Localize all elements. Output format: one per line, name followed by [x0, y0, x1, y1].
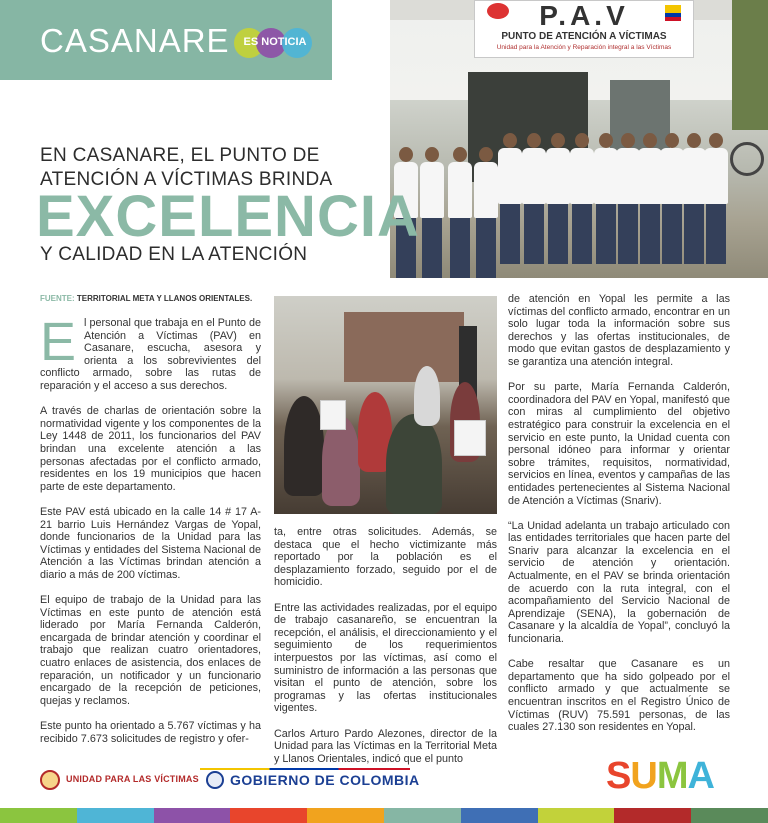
footer-color-stripe: [0, 808, 768, 823]
photo-people-group: [390, 108, 768, 278]
article-source: [40, 294, 252, 303]
article-column-3: [508, 293, 730, 746]
badge-label: ES NOTICIA: [243, 36, 307, 48]
article-paragraph: “La Unidad adelanta un trabajo articulado con las entidades territoriales que hacen parte del Snariv para alcanzar la excelencia en el servicio de atención y orientación. Actualmente, en el PAV se brinda orientación de acuerdo con la ruta integral, con el acompañamiento del Servicio Nacional de Aprendizaje (SENA), la gobernación de Casanare y la alcaldía de Yopal”, concluyó la funcionaria.: [508, 519, 730, 646]
article-paragraph: Este punto ha orientado a 5.767 víctimas y ha recibido 7.673 solicitudes de registro y ofer-: [40, 720, 261, 745]
photo-leaflet: [320, 400, 346, 430]
colombia-flag-icon: [665, 5, 681, 21]
photo-person: [474, 147, 498, 278]
region-title: CASANARE: [40, 22, 230, 59]
photo-person: [414, 366, 440, 426]
suma-letter: A: [687, 755, 714, 797]
article-paragraph: Por su parte, María Fernanda Calderón, coordinadora del PAV en Yopal, manifestó que con miras al cumplimiento del objetivo estratégico para construir la excelencia en el servicio en este punto, la Unidad cuenta con personal idóneo para informar y orientar sobre trámites, requisitos, normatividad, servicios en línea, eventos y campañas de las entidades pertenecientes al Sistema Nacional de Atención a Víctimas (Snariv).: [508, 381, 730, 507]
colombia-seal-icon: [206, 771, 224, 789]
photo-person: [704, 133, 728, 264]
article-column-1: [40, 312, 261, 758]
photo-leaflet: [454, 420, 486, 456]
photo-person: [522, 133, 546, 264]
photo-brick-wall: [344, 312, 464, 382]
stripe-segment: [77, 808, 154, 823]
gobierno-colombia-logo: [200, 768, 420, 792]
gobierno-colombia-logo-text: GOBIERNO DE COLOMBIA: [230, 772, 420, 788]
photo-person: [638, 133, 662, 264]
article-paragraph: Entre las actividades realizadas, por el equipo de trabajo casanareño, se encuentran la recepción, el análisis, el direccionamiento y el seguimiento de los requerimientos interpuestos por las víctimas, así como el suministro de información a las personas que visitan el punto de atención, sobre los programas y las ofertas institucionales vigentes.: [274, 601, 497, 715]
pav-sign-name: PUNTO DE ATENCIÓN A VÍCTIMAS: [501, 31, 667, 42]
article-paragraph: de atención en Yopal les permite a las víctimas del conflicto armado, encontrar en un solo lugar toda la información sobre sus derechos y las ofertas institucionales, de modo que evitan gastos de desplazamiento y se garantiza una atención integral.: [508, 293, 730, 368]
headline-kicker: EN CASANARE, EL PUNTO DE ATENCIÓN A VÍCTIMAS BRINDA: [40, 145, 333, 190]
photo-person: [284, 396, 324, 496]
stripe-segment: [691, 808, 768, 823]
article-paragraph: ta, entre otras solicitudes. Además, se destaca que el hecho victimizante más reportado por la población es el desplazamiento forzado, seguido por el de homicidio.: [274, 526, 497, 589]
photo-person: [594, 133, 618, 264]
team-photo: [390, 0, 768, 278]
photo-bicycle: [730, 142, 764, 176]
photo-person: [420, 147, 444, 278]
stripe-segment: [614, 808, 691, 823]
suma-letter: U: [630, 755, 657, 797]
stripe-segment: [384, 808, 461, 823]
photo-person: [616, 133, 640, 264]
meeting-photo: [274, 296, 497, 514]
photo-person: [546, 133, 570, 264]
section-header-band: [0, 0, 332, 80]
pav-sign-tagline: Unidad para la Atención y Reparación integral a las Víctimas: [496, 44, 672, 51]
suma-letter: M: [656, 755, 688, 797]
article-column-2: [274, 526, 497, 778]
article-paragraph: Cabe resaltar que Casanare es un departamento que ha sido golpeado por el conflicto armado y que actualmente se encuentran inscritos en el Registro Único de Víctimas (RUV) 75.591 personas, de las cuales 27.130 son residentes en Yopal.: [508, 658, 730, 734]
article-paragraph: [40, 312, 261, 393]
es-noticia-badge: [234, 28, 316, 58]
headline-big-word: EXCELENCIA: [36, 184, 420, 249]
pav-sign-acronym: P.A.V: [539, 0, 629, 31]
colombia-flag-bar: [200, 768, 410, 770]
unidad-emblem-icon: [487, 3, 509, 19]
photo-person: [660, 133, 684, 264]
unidad-victimas-logo: [40, 768, 199, 792]
paragraph-text: l personal que trabaja en el Punto de Atención a Víctimas (PAV) en Casanare, escucha, asesora y orienta a los sobrevivientes del conflicto armado, sobre las rutas de reparación y el acceso a sus derechos.: [40, 317, 261, 392]
photo-person: [682, 133, 706, 264]
photo-person: [498, 133, 522, 264]
article-paragraph: A través de charlas de orientación sobre la normatividad vigente y los componentes de la Ley 1448 de 2011, los funcionarios del PAV brindan una excelente atención a las personas afectadas por el conflicto armado, residentes en los 19 municipios que hacen parte de este departamento.: [40, 405, 261, 493]
stripe-segment: [538, 808, 615, 823]
suma-brand-logo: [606, 756, 714, 796]
stripe-segment: [230, 808, 307, 823]
stripe-segment: [307, 808, 384, 823]
colombia-seal-icon: [40, 770, 60, 790]
stripe-segment: [461, 808, 538, 823]
article-paragraph: El equipo de trabajo de la Unidad para las Víctimas en este punto de atención está liderado por María Fernanda Calderón, encargada de brindar atención y coordinar el trabajo que realizan cuatro orientadores, cuatro enlaces de asistencia, dos enlaces de reparación, un notificador y un funcionario encargado de la recepción de peticiones, quejas y reclamos.: [40, 594, 261, 707]
photo-person: [448, 147, 472, 278]
article-paragraph: Carlos Arturo Pardo Alezones, director de la Unidad para las Víctimas en la Territorial Meta y Llanos Orientales, indicó que el punto: [274, 727, 497, 765]
photo-person: [386, 414, 442, 514]
dropcap: E: [40, 312, 77, 372]
unidad-victimas-logo-text: UNIDAD PARA LAS VÍCTIMAS: [66, 774, 199, 784]
suma-letter: S: [606, 755, 631, 797]
photo-person: [570, 133, 594, 264]
source-value: TERRITORIAL META Y LLANOS ORIENTALES.: [76, 294, 253, 303]
headline-subhead: Y CALIDAD EN LA ATENCIÓN: [40, 244, 308, 265]
stripe-segment: [154, 808, 231, 823]
source-label: FUENTE:: [40, 294, 75, 303]
pav-sign: [474, 0, 694, 58]
stripe-segment: [0, 808, 77, 823]
article-paragraph: Este PAV está ubicado en la calle 14 # 17 A-21 barrio Luis Hernández Vargas de Yopal, donde funcionarios de la Unidad para las Víctimas y entidades del Sistema Nacional de Atención a las Víctimas brindan atención a diario a más de 200 víctimas.: [40, 505, 261, 581]
